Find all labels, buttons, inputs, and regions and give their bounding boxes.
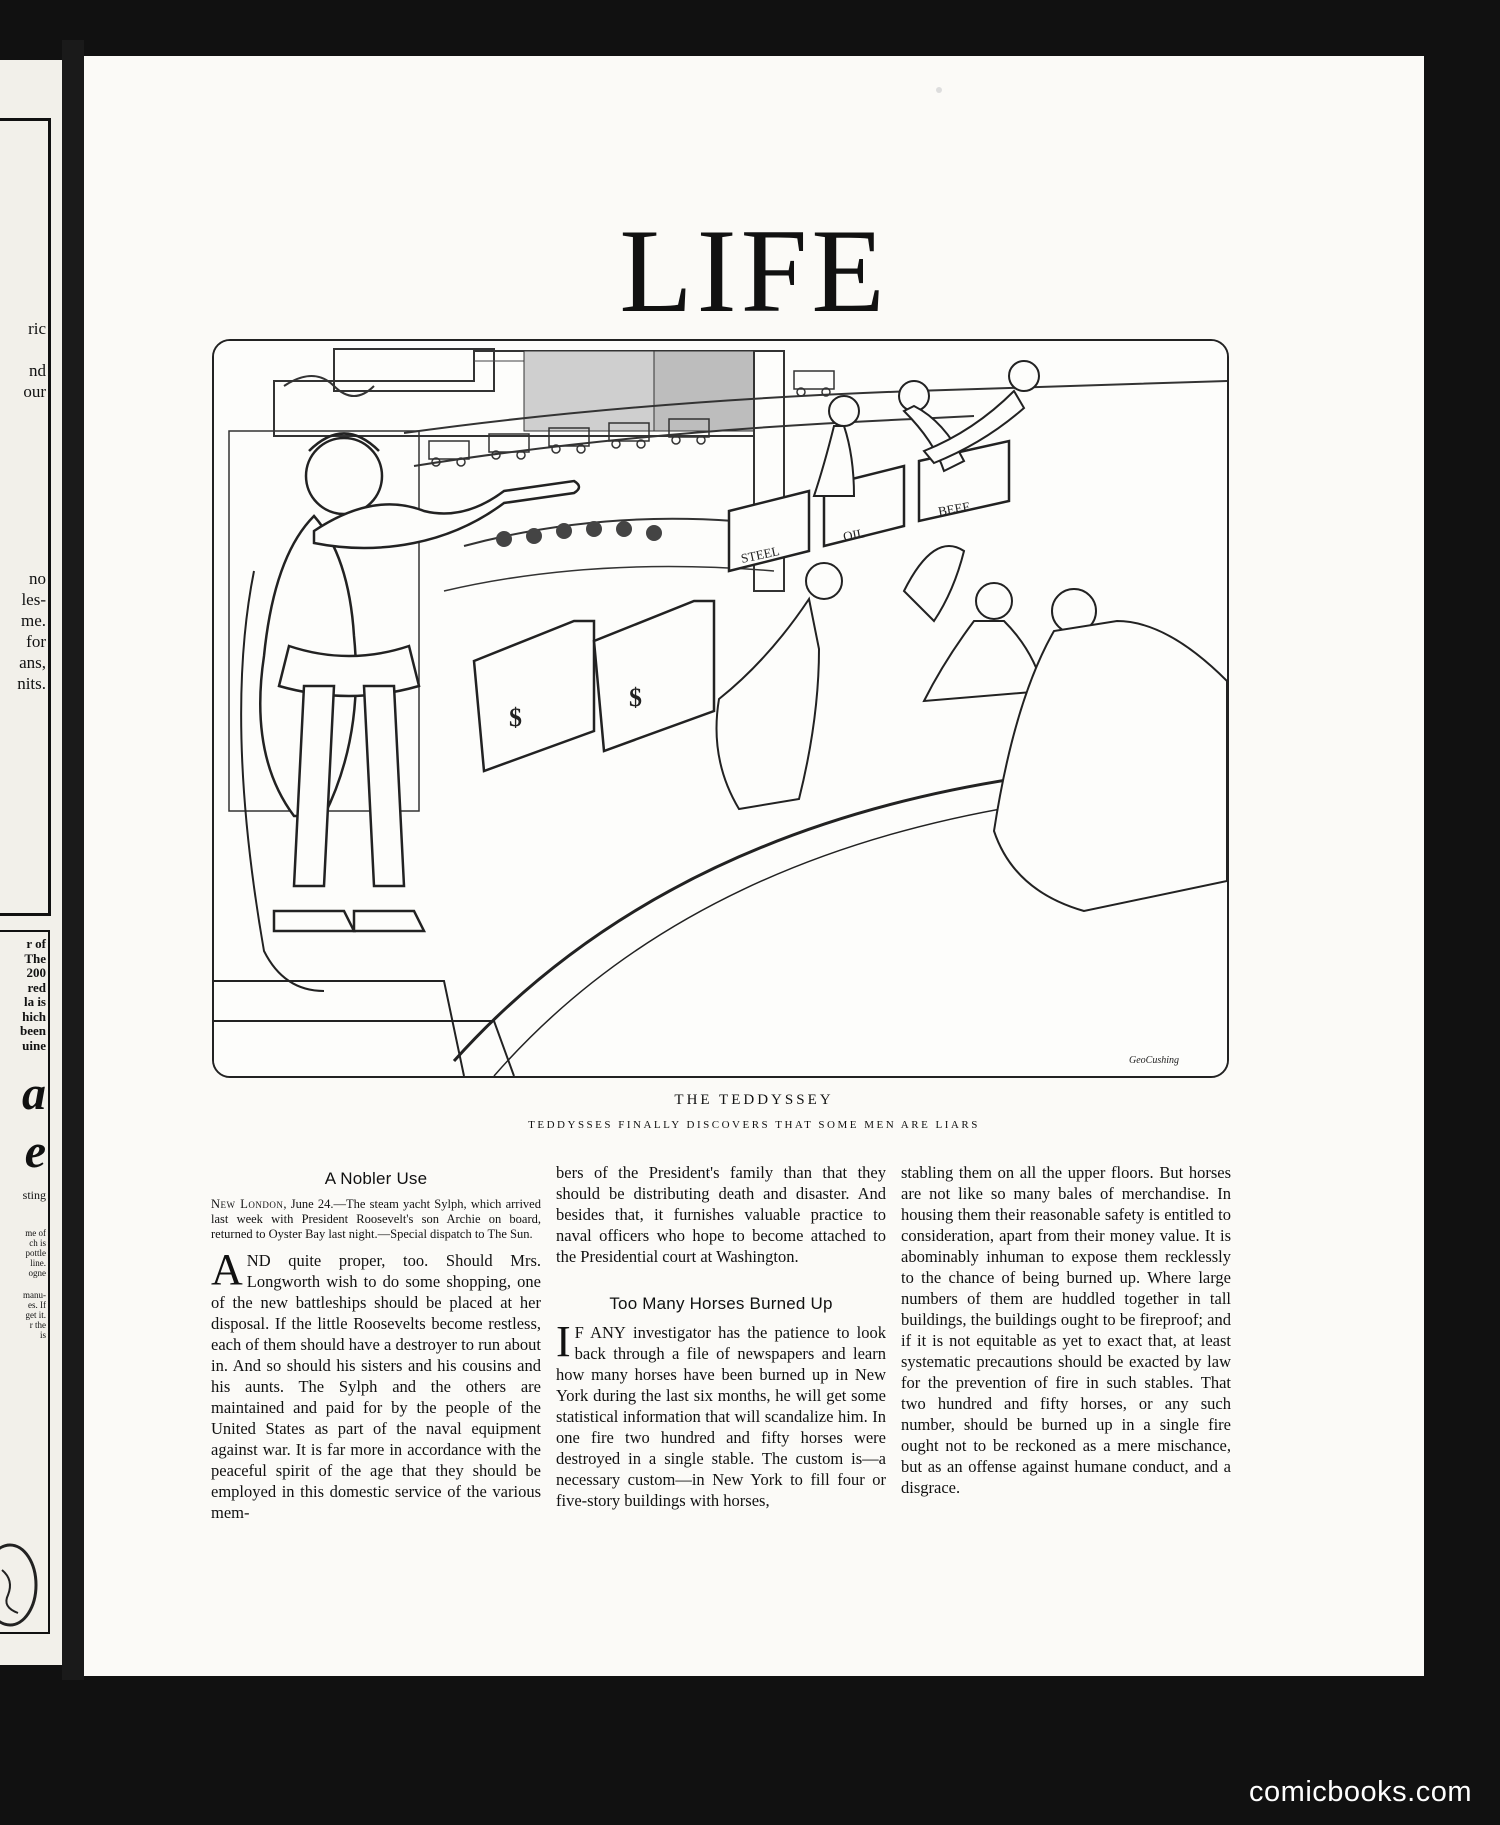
desk-label-steel: STEEL [739, 543, 781, 566]
article-body: I F ANY investigator has the patience to look back through a file of newspapers and learn how many horses have been burned up in New York during the last six months, he will get some statistical information that will scandalize him. In one fire two hundred and fifty horses were destroyed in a single stable. The custom is—a necessary custom—in New York to fill four or five-story buildings with horses, [556, 1317, 887, 1510]
editorial-cartoon [212, 339, 1229, 1078]
adjacent-ad-box-top [0, 118, 51, 916]
article-heading: Too Many Horses Burned Up [609, 1294, 833, 1313]
adjacent-page-fragment [0, 60, 62, 1665]
text-column-3 [901, 1162, 1231, 1498]
desk-label-beef: BEEF [936, 498, 971, 519]
fragment-text: e [24, 1125, 46, 1178]
text-column-2 [556, 1162, 886, 1511]
scan-speck [936, 87, 942, 93]
text-column-1 [211, 1162, 541, 1523]
article-body: AND quite proper, too. Should Mrs. Longworth wish to do some shopping, one of the new battleships should be placed at her disposal. If the little Roosevelts become restless, each of them should have a destroyer to run about in. And so should his sisters and his cousins and his aunts. The Sylph and the others are maintained and paid for by the people of the United States as part of the naval equipment against war. It is far more in accordance with the peaceful spirit of the age that they should be employed in this domestic service of the various mem- [211, 1245, 541, 1522]
article-body-continued: bers of the President's family than that they should be distributing death and disaster. And besides that, it furnishes valuable practice to naval officers who hope to become attached to the Presidential court at Washington. [556, 1163, 886, 1266]
fragment-text: me of ch is pottle line. ogne [25, 1228, 46, 1278]
article-heading: A Nobler Use [324, 1169, 428, 1188]
fragment-text: no les- me. for ans, nits. [17, 569, 46, 693]
source-watermark: comicbooks.com [1249, 1776, 1472, 1808]
magazine-page [84, 56, 1424, 1676]
fragment-text: a [22, 1067, 46, 1120]
fragment-text: sting [22, 1188, 46, 1202]
cartoon-caption-title: THE TEDDYSSEY [674, 1092, 834, 1108]
drop-cap: A [211, 1245, 243, 1294]
desk-dollar-label: $ [629, 683, 642, 712]
fragment-text: r of The 200 red la is hich been uine [20, 936, 46, 1053]
article-dateline: New London, June 24.—The steam yacht Sylph, which arrived last week with President Roosevelt's son Archie on board, returned to Oyster Bay last night.—Special dispatch to The Sun. [211, 1197, 541, 1241]
cartoon-illustration [214, 341, 1227, 1076]
ornament-icon [0, 1540, 40, 1630]
drop-cap: I [556, 1317, 571, 1366]
artist-signature: GeoCushing [1129, 1055, 1179, 1066]
masthead-title: LIFE [619, 204, 889, 337]
book-spine [62, 40, 84, 1680]
desk-label-oil: OIL [841, 525, 866, 544]
fragment-text: ric nd our [23, 319, 46, 401]
article-body-continued: stabling them on all the upper floors. But horses are not like so many bales of merchandise. In housing them their reasonable safety is entitled to consideration, apart from their money value. It is abominably inhuman to expose them recklessly to the chance of being burned up. Where large numbers of them are huddled together in tall buildings, the buildings ought to be fireproof; and if it is not equitable as yet to exact that, at least systematic precautions should be exacted by law for the prevention of fire in such stables. That two hundred and fifty horses, or any such number, should be burned up in a single fire ought not to be reckoned as a mere mischance, but as an offense against humane conduct, and a disgrace. [901, 1163, 1231, 1497]
fragment-text: manu- es. If get it. r the is [23, 1290, 46, 1340]
desk-dollar-label: $ [509, 703, 522, 732]
cartoon-caption-subtitle: TEDDYSSES FINALLY DISCOVERS THAT SOME MEN ARE LIARS [528, 1119, 980, 1131]
